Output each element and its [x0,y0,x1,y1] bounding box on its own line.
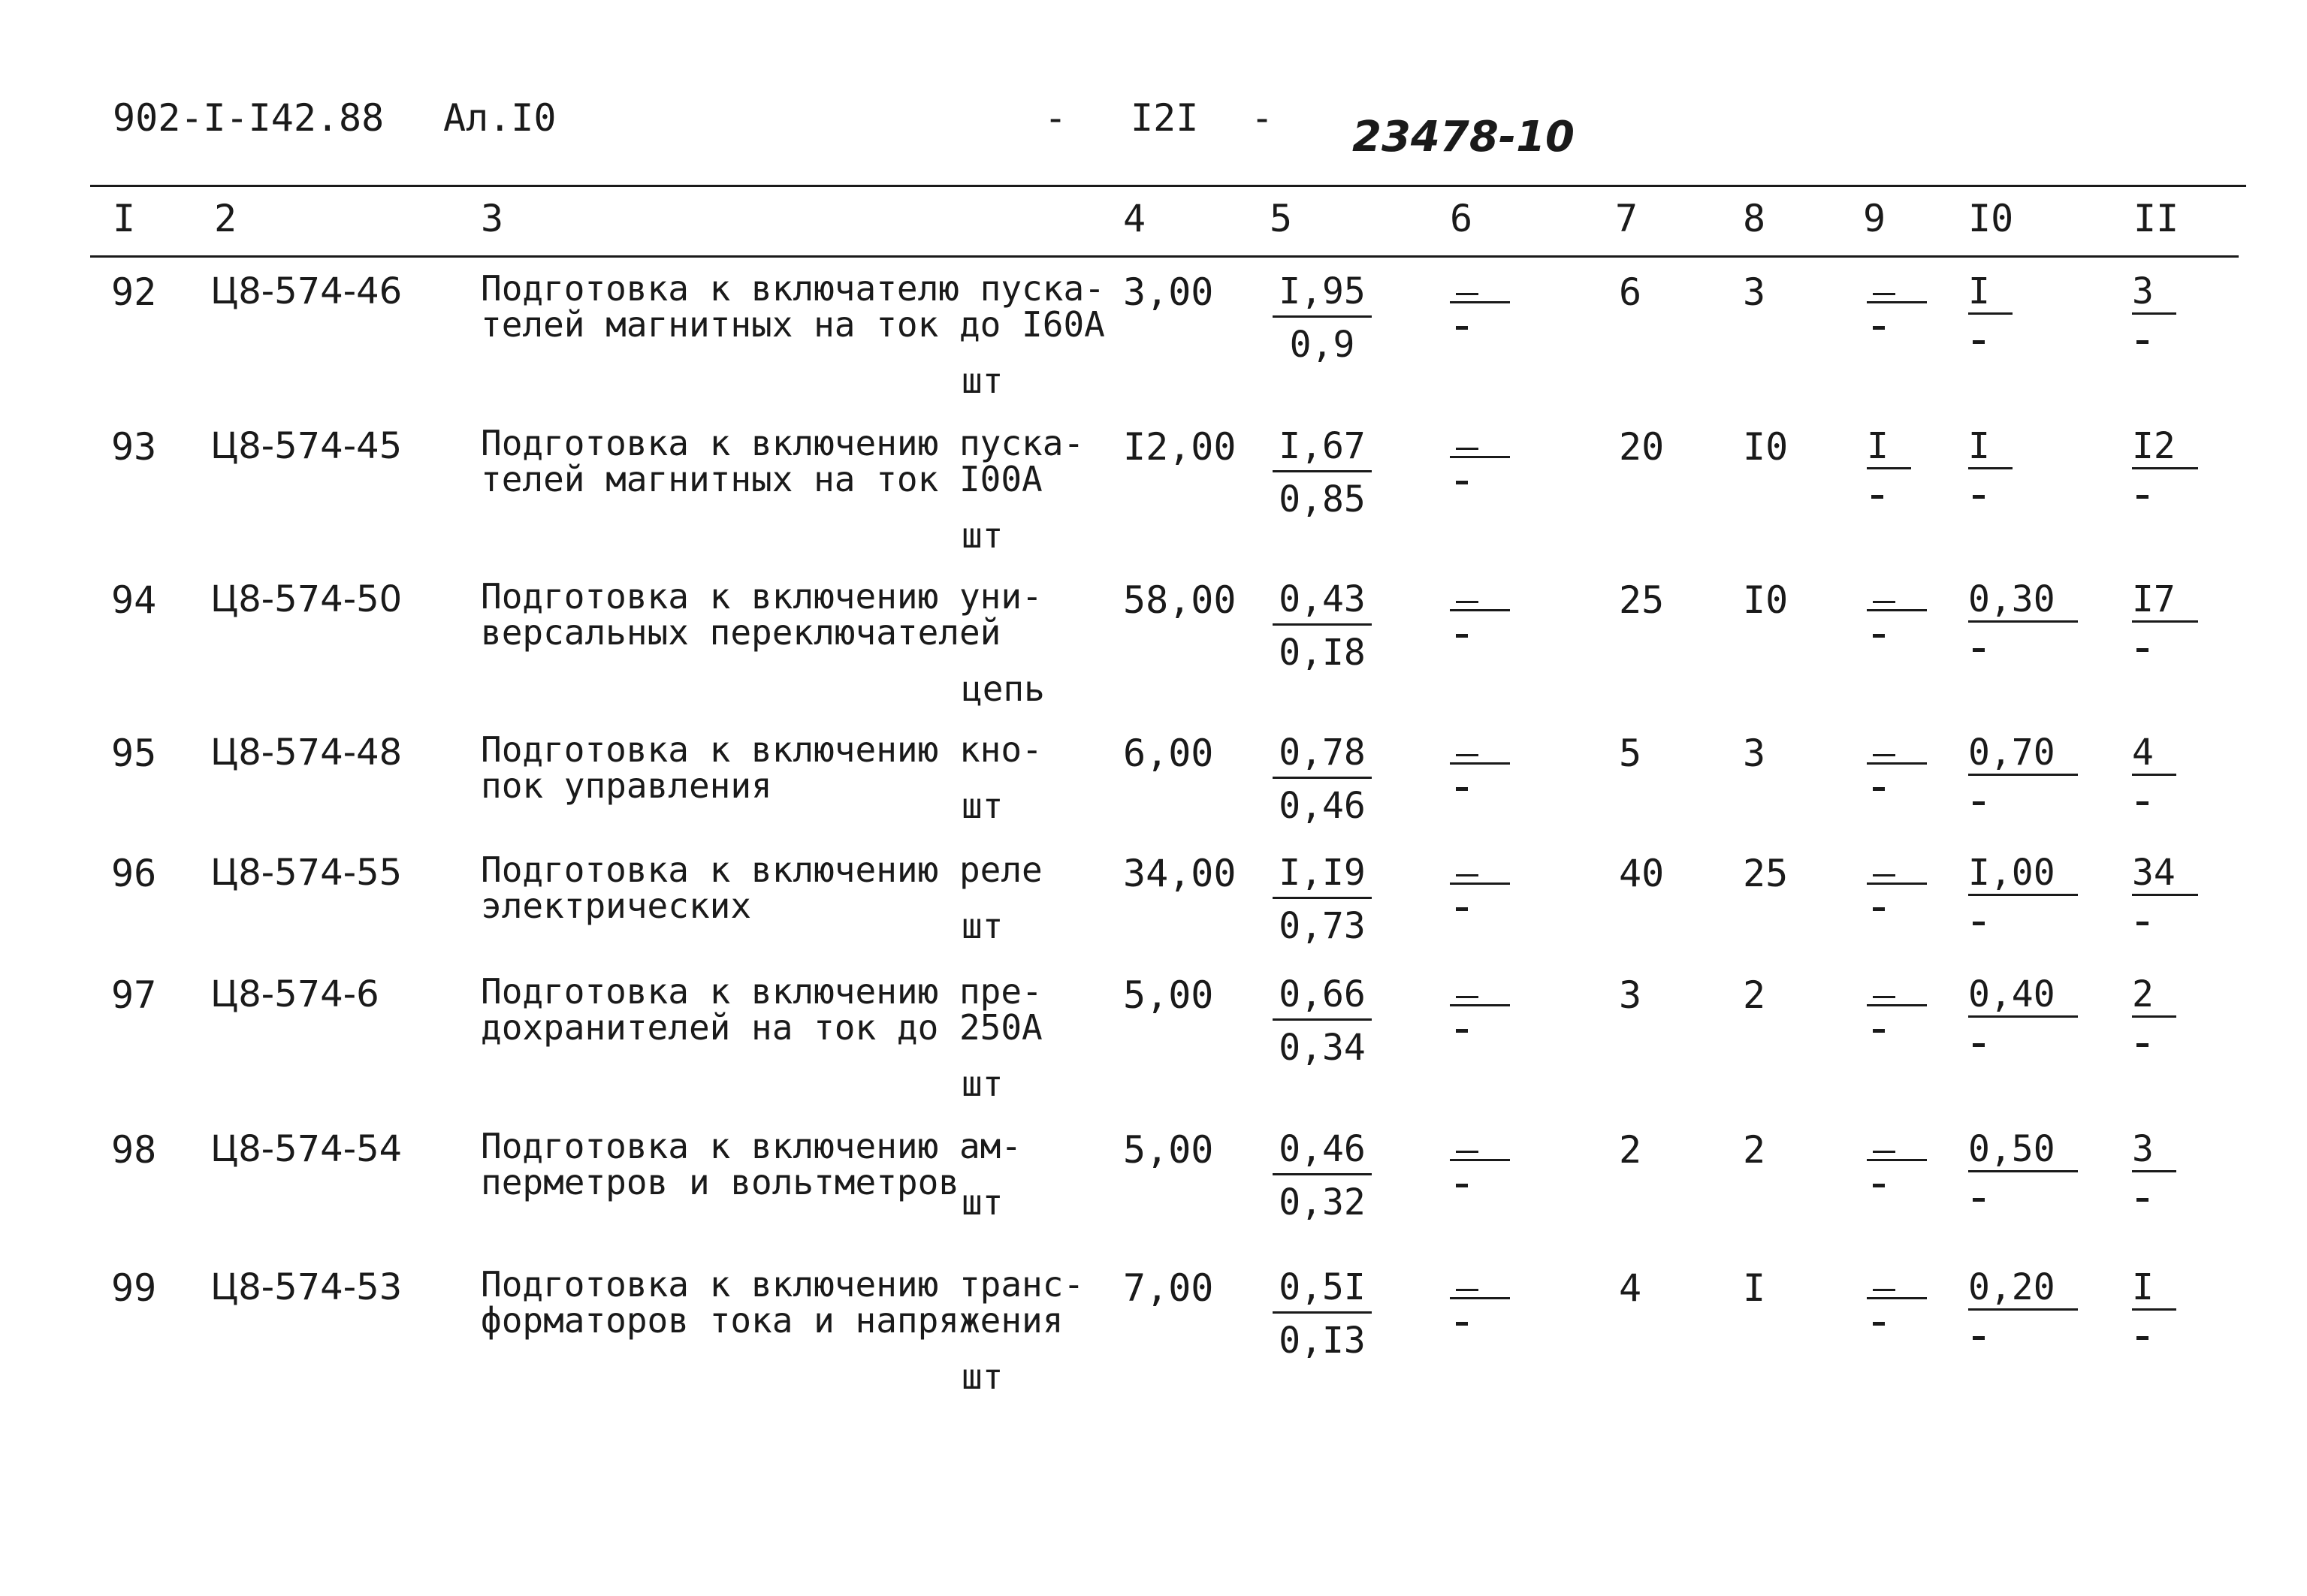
column-header-6: 6 [1450,197,1473,240]
col11-top: 3 [2132,1128,2176,1172]
col5-fraction [1262,973,1382,1069]
col11-bottom-dash [2136,340,2148,344]
col6-top-dash [1456,874,1478,876]
col10-bottom-dash [1973,1198,1985,1202]
col10-top: I [1968,425,2013,469]
col9-value [1867,425,1911,499]
col5-top: 0,43 [1273,578,1372,626]
col8-value: I0 [1743,578,1789,622]
col6-underline [1450,1159,1510,1161]
col9-bottom-dash [1873,326,1885,330]
column-header-11: II [2133,197,2179,240]
col10-bottom-dash [1973,340,1985,344]
col9-underline [1867,882,1927,885]
col6-top-dash [1456,996,1478,998]
col11-bottom-dash [2136,1198,2148,1202]
col10-value [1968,270,2013,344]
col6-top-dash [1456,1289,1478,1291]
row-number: 93 [111,425,157,469]
col9-underline [1867,609,1927,611]
row-unit: шт [962,1063,1004,1104]
row-number: 96 [111,852,157,895]
col5-bottom: 0,85 [1279,478,1366,520]
col4-value: 7,00 [1123,1266,1214,1310]
col10-bottom-dash [1973,1336,1985,1340]
col6-dashes [1450,270,1510,330]
col6-top-dash [1456,1151,1478,1153]
col9-bottom-dash [1873,1184,1885,1187]
col11-top: I2 [2132,425,2198,469]
col9-dashes [1867,852,1927,911]
col10-top: I [1968,270,2013,315]
col11-value [2132,578,2198,652]
col11-top: 3 [2132,270,2176,315]
col10-top: 0,50 [1968,1128,2078,1172]
col10-value [1968,578,2078,652]
col8-value: 3 [1743,732,1766,775]
description-line: Подготовка к включению транс- [481,1264,1085,1305]
col11-bottom-dash [2136,495,2148,499]
description-line: Подготовка к включению пре- [481,971,1043,1012]
col6-bottom-dash [1456,787,1468,791]
row-code: Ц8-574-46 [210,270,403,312]
col6-underline [1450,456,1510,458]
column-header-10: I0 [1968,197,2014,240]
col5-fraction [1262,425,1382,520]
col10-value [1968,973,2078,1047]
col9-top-dash [1873,874,1895,876]
col9-top: I [1867,425,1911,469]
col6-top-dash [1456,293,1478,295]
col9-top-dash [1873,1289,1895,1291]
col5-fraction [1262,852,1382,947]
col9-underline [1867,1297,1927,1299]
col5-top: 0,46 [1273,1128,1372,1175]
description-line: Подготовка к включению уни- [481,576,1043,617]
description-line: электрических [481,885,752,926]
col5-bottom: 0,34 [1279,1027,1366,1069]
col9-bottom-dash [1873,907,1885,911]
col4-value: I2,00 [1123,425,1237,469]
col11-top: I7 [2132,578,2198,623]
col10-bottom-dash [1973,648,1985,652]
col6-underline [1450,301,1510,303]
col8-value: 2 [1743,1128,1766,1172]
col6-bottom-dash [1456,1184,1468,1187]
column-header-1: I [113,197,136,240]
col4-value: 5,00 [1123,1128,1214,1172]
col6-bottom-dash [1456,634,1468,638]
col10-bottom-dash [1973,801,1985,805]
col6-dashes [1450,1266,1510,1326]
row-description [481,268,1105,345]
description-line: телей магнитных на ток до I60А [481,304,1105,345]
col11-bottom-dash [2136,1336,2148,1340]
description-line: перметров и вольтметров [481,1162,959,1202]
row-number: 94 [111,578,157,622]
col6-dashes [1450,732,1510,791]
col5-bottom: 0,I8 [1279,632,1366,674]
col4-value: 34,00 [1123,852,1237,895]
row-unit: шт [962,786,1004,826]
col6-bottom-dash [1456,326,1468,330]
col9-bottom-dash [1873,1029,1885,1033]
row-number: 92 [111,270,157,314]
description-line: Подготовка к включателю пуска- [481,268,1105,309]
col7-value: 4 [1619,1266,1642,1310]
col9-dashes [1867,732,1927,791]
column-header-7: 7 [1615,197,1638,240]
header-bottom-rule [90,255,2239,258]
col6-underline [1450,762,1510,765]
col11-value [2132,1266,2176,1340]
col9-top-dash [1873,601,1895,603]
col6-bottom-dash [1456,1029,1468,1033]
col11-top: 4 [2132,732,2176,776]
col6-top-dash [1456,601,1478,603]
col7-value: 40 [1619,852,1665,895]
col7-value: 20 [1619,425,1665,469]
col10-value [1968,732,2078,805]
col11-top: 2 [2132,973,2176,1018]
col5-top: 0,78 [1273,732,1372,779]
col5-fraction [1262,578,1382,674]
col10-value [1968,852,2078,925]
col9-dashes [1867,270,1927,330]
col10-top: I,00 [1968,852,2078,896]
column-header-2: 2 [214,197,237,240]
col8-value: I0 [1743,425,1789,469]
col11-bottom-dash [2136,801,2148,805]
row-code: Ц8-574-48 [210,732,403,774]
row-number: 95 [111,732,157,775]
col5-bottom: 0,I3 [1279,1320,1366,1362]
col4-value: 6,00 [1123,732,1214,775]
row-number: 99 [111,1266,157,1310]
col5-fraction [1262,1128,1382,1223]
col6-dashes [1450,852,1510,911]
row-code: Ц8-574-53 [210,1266,403,1308]
col11-bottom-dash [2136,648,2148,652]
col9-underline [1867,1159,1927,1161]
row-description [481,1264,1085,1341]
description-line: версальных переключателей [481,612,1001,653]
col6-dashes [1450,973,1510,1033]
col5-bottom: 0,73 [1279,905,1366,947]
row-unit: шт [962,1182,1004,1223]
col10-value [1968,1266,2078,1340]
col11-value [2132,270,2176,344]
description-line: дохранителей на ток до 250А [481,1007,1043,1048]
page-dash-right: - [1251,96,1274,140]
col7-value: 25 [1619,578,1665,622]
col6-dashes [1450,425,1510,484]
description-line: Подготовка к включению реле [481,849,1043,890]
col10-bottom-dash [1973,1043,1985,1047]
column-header-4: 4 [1123,197,1146,240]
description-line: телей магнитных на ток I00А [481,459,1043,499]
col5-top: I,95 [1273,270,1372,318]
col5-bottom: 0,32 [1279,1181,1366,1223]
col9-top-dash [1873,754,1895,756]
col6-bottom-dash [1456,907,1468,911]
col11-value [2132,1128,2176,1202]
col11-bottom-dash [2136,922,2148,925]
col9-bottom-dash [1873,787,1885,791]
description-line: Подготовка к включению кно- [481,729,1043,770]
row-unit: шт [962,361,1004,401]
row-code: Ц8-574-6 [210,973,379,1015]
col6-underline [1450,882,1510,885]
col5-top: 0,66 [1273,973,1372,1021]
row-description [481,971,1043,1048]
col11-value [2132,732,2176,805]
col10-value [1968,425,2013,499]
col11-value [2132,425,2198,499]
col4-value: 5,00 [1123,973,1214,1017]
col7-value: 5 [1619,732,1642,775]
col11-top: I [2132,1266,2176,1311]
col11-value [2132,973,2176,1047]
col6-bottom-dash [1456,1322,1468,1326]
col7-value: 2 [1619,1128,1642,1172]
description-line: форматоров тока и напряжения [481,1300,1064,1341]
description-line: пок управления [481,765,772,806]
col9-dashes [1867,578,1927,638]
page-dash-left: - [1044,96,1067,140]
column-header-5: 5 [1270,197,1293,240]
col5-top: I,67 [1273,425,1372,472]
col6-bottom-dash [1456,481,1468,484]
col6-top-dash [1456,448,1478,450]
col5-fraction [1262,270,1382,366]
col7-value: 3 [1619,973,1642,1017]
column-header-3: 3 [481,197,504,240]
col9-underline [1867,301,1927,303]
col5-bottom: 0,46 [1279,785,1366,827]
col9-underline [1867,762,1927,765]
col9-underline [1867,1004,1927,1006]
col5-top: I,I9 [1273,852,1372,899]
col5-bottom: 0,9 [1289,324,1355,366]
row-code: Ц8-574-55 [210,852,403,894]
col8-value: 2 [1743,973,1766,1017]
description-line: Подготовка к включению пуска- [481,423,1085,463]
row-number: 98 [111,1128,157,1172]
col9-top-dash [1873,293,1895,295]
row-description [481,1128,1022,1200]
col10-bottom-dash [1973,495,1985,499]
col4-value: 58,00 [1123,578,1237,622]
header-top-rule [90,185,2246,187]
col9-top-dash [1873,996,1895,998]
col4-value: 3,00 [1123,270,1214,314]
col10-value [1968,1128,2078,1202]
col10-top: 0,40 [1968,973,2078,1018]
col6-underline [1450,609,1510,611]
col9-top-dash [1873,1151,1895,1153]
page-number: I2I [1131,96,1199,140]
col6-top-dash [1456,754,1478,756]
row-code: Ц8-574-45 [210,425,403,467]
col10-top: 0,20 [1968,1266,2078,1311]
col11-bottom-dash [2136,1043,2148,1047]
column-header-9: 9 [1863,197,1886,240]
document-code: 902-I-I42.88 [113,96,385,140]
row-number: 97 [111,973,157,1017]
col5-fraction [1262,732,1382,827]
col9-dashes [1867,1128,1927,1187]
col9-bottom-dash [1873,634,1885,638]
col10-bottom-dash [1973,922,1985,925]
col8-value: 3 [1743,270,1766,314]
col9-dashes [1867,973,1927,1033]
col6-underline [1450,1004,1510,1006]
description-line: Подготовка к включению ам- [481,1126,1022,1166]
sheet-label: Ал.I0 [443,96,557,140]
row-code: Ц8-574-54 [210,1128,403,1170]
col8-value: 25 [1743,852,1789,895]
row-description [481,576,1043,653]
col5-top: 0,5I [1273,1266,1372,1314]
row-code: Ц8-574-50 [210,578,403,620]
col9-bottom-dash [1873,1322,1885,1326]
column-header-8: 8 [1743,197,1766,240]
row-unit: цепь [962,668,1045,709]
row-unit: шт [962,515,1004,556]
col9-dashes [1867,1266,1927,1326]
col10-top: 0,30 [1968,578,2078,623]
row-description [481,425,1084,497]
col7-value: 6 [1619,270,1642,314]
handwritten-number: 23478-10 [1352,113,1575,161]
col6-dashes [1450,578,1510,638]
col11-value [2132,852,2198,925]
col6-dashes [1450,1128,1510,1187]
col10-top: 0,70 [1968,732,2078,776]
col9-bottom-dash [1871,495,1883,499]
col11-top: 34 [2132,852,2198,896]
col5-fraction [1262,1266,1382,1362]
col6-underline [1450,1297,1510,1299]
col8-value: I [1743,1266,1766,1310]
row-unit: шт [962,1356,1004,1397]
row-unit: шт [962,906,1004,946]
